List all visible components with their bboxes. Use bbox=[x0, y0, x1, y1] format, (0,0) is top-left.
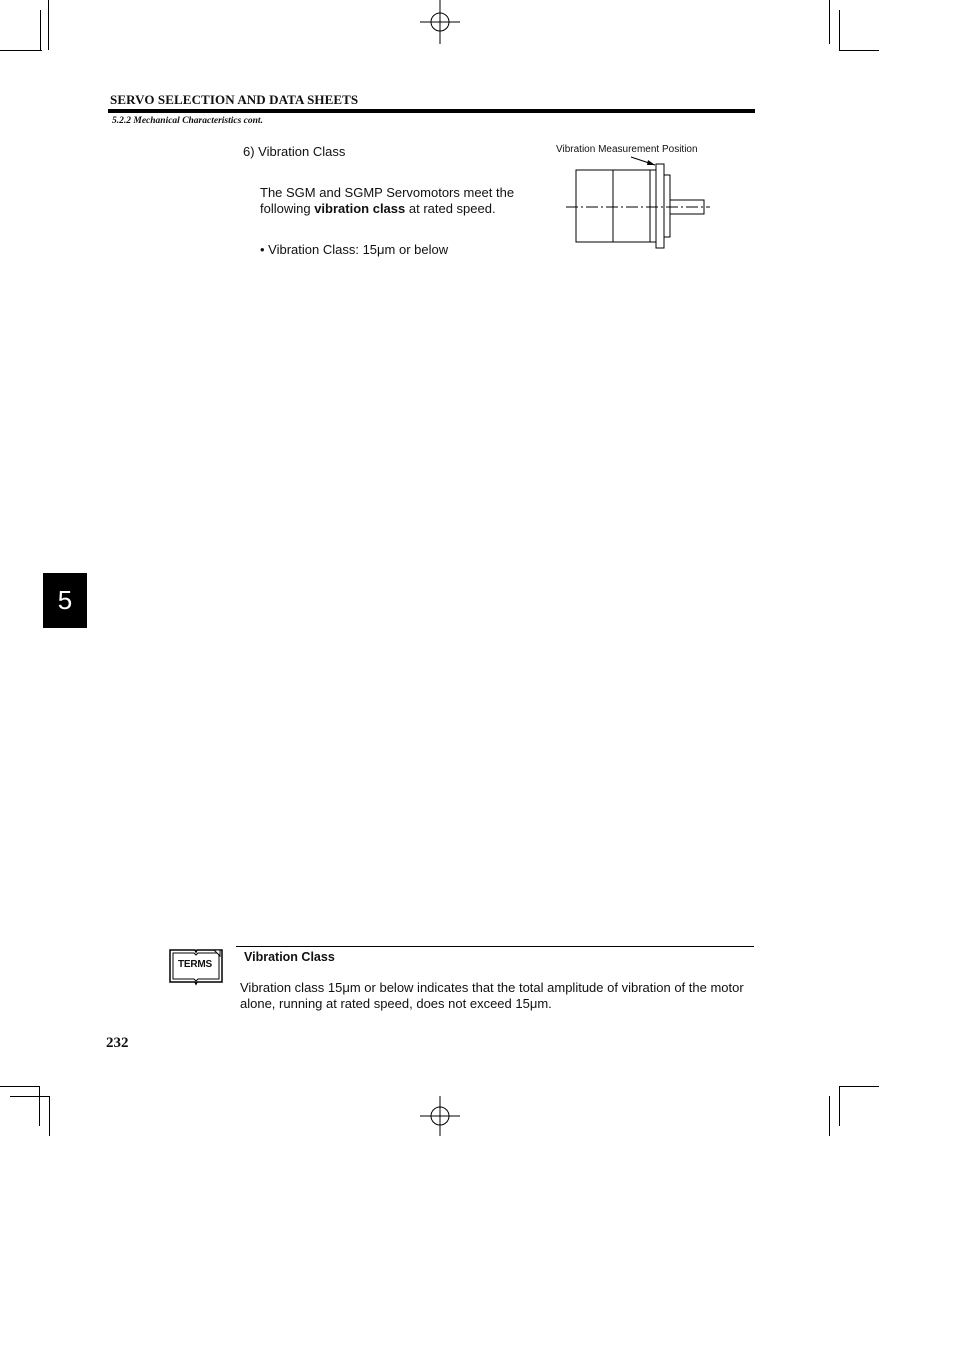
crop-mark bbox=[48, 0, 49, 50]
chapter-tab: 5 bbox=[43, 573, 87, 628]
crop-mark bbox=[40, 10, 41, 50]
page-number: 232 bbox=[106, 1035, 129, 1051]
crop-mark bbox=[49, 1096, 50, 1136]
section-title: 6) Vibration Class bbox=[243, 144, 346, 159]
crop-mark bbox=[839, 1086, 879, 1087]
header-rule bbox=[108, 109, 755, 113]
registration-mark bbox=[420, 1096, 460, 1136]
terms-body: Vibration class 15μm or below indicates that the total amplitude of vibration of the motor alone, running at rated speed, does not exceed 15μm. bbox=[240, 980, 744, 1011]
paragraph-bold-term: vibration class bbox=[314, 201, 406, 216]
crop-mark bbox=[839, 1086, 840, 1126]
crop-mark bbox=[829, 0, 830, 44]
crop-mark bbox=[0, 1086, 39, 1087]
terms-rule bbox=[236, 946, 754, 947]
crop-mark bbox=[839, 10, 840, 50]
terms-book-icon bbox=[168, 946, 224, 986]
crop-mark bbox=[10, 1096, 50, 1097]
figure-label: Vibration Measurement Position bbox=[556, 144, 698, 155]
vibration-class-bullet: • Vibration Class: 15μm or below bbox=[260, 242, 449, 257]
registration-mark bbox=[420, 0, 460, 44]
terms-heading: Vibration Class bbox=[244, 950, 335, 964]
crop-mark bbox=[829, 1096, 830, 1136]
terms-icon-label: TERMS bbox=[178, 959, 213, 970]
running-header-subtitle: 5.2.2 Mechanical Characteristics cont. bbox=[112, 116, 263, 126]
crop-mark bbox=[0, 50, 42, 51]
crop-mark bbox=[39, 1086, 40, 1126]
paragraph-text-start: The SGM and SGMP Servomotors meet the following bbox=[260, 185, 515, 216]
section-paragraph bbox=[260, 185, 540, 217]
crop-mark bbox=[839, 50, 879, 51]
motor-diagram bbox=[560, 150, 720, 255]
paragraph-text-end: at rated speed. bbox=[405, 201, 496, 216]
running-header-title: SERVO SELECTION AND DATA SHEETS bbox=[110, 92, 359, 107]
